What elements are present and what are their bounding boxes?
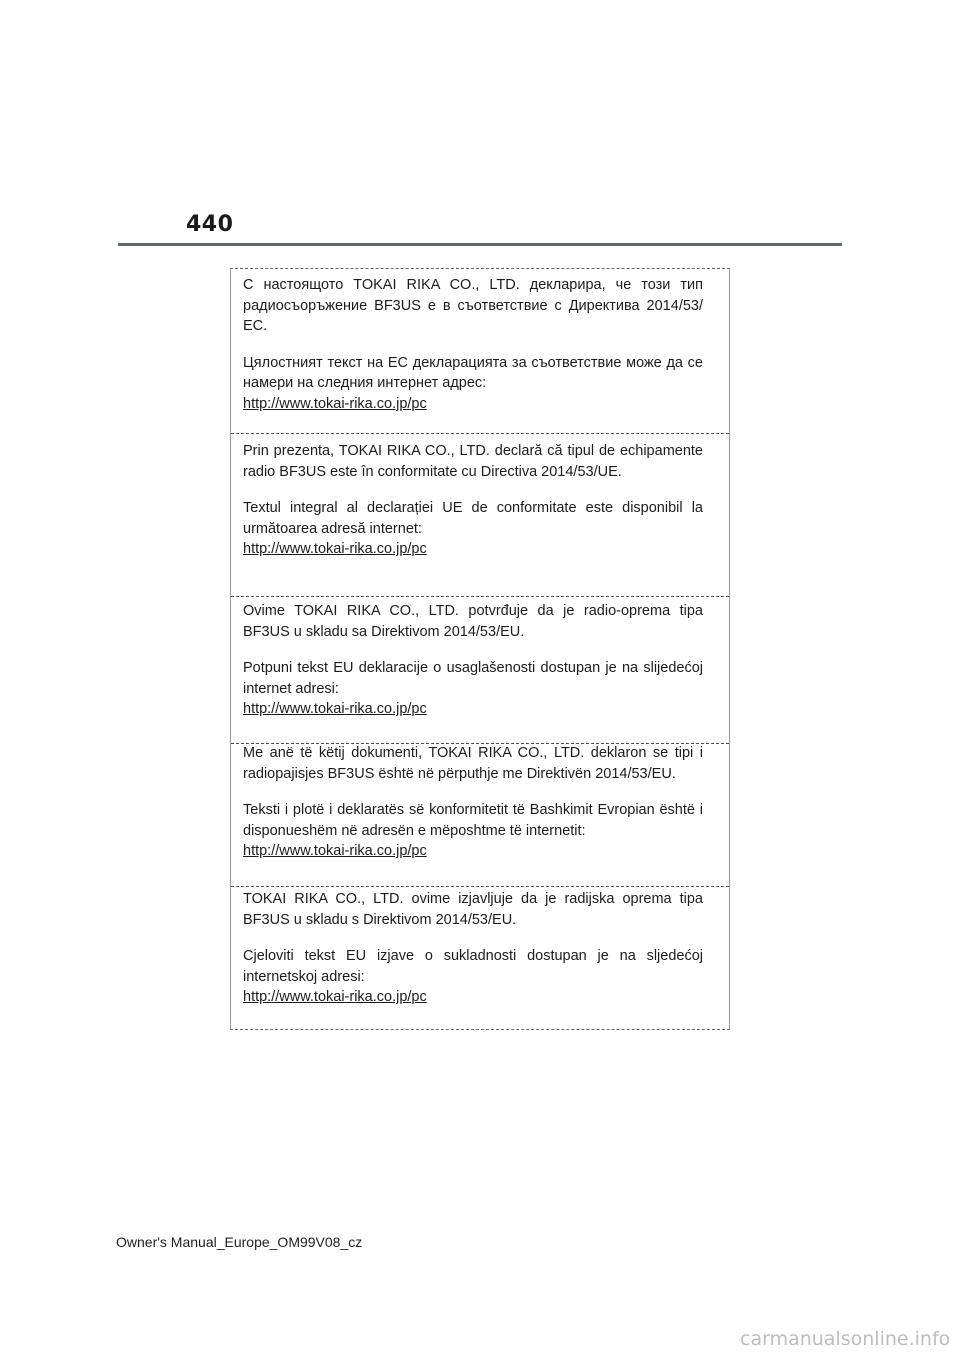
declaration-statement: С настоящото TOKAI RIKA CO., LTD. декларира, че този тип радиосъоръжение BF3US е в съответствие с Директива 2014/53/ЕС. [243,277,703,334]
declaration-serbian [231,601,729,720]
declaration-availability: Cjeloviti tekst EU izjave o sukladnosti dostupan je na sljedećoj internetskoj adresi: [243,948,703,985]
declaration-availability: Цялостният текст на ЕС декларацията за съответствие може да се намери на следния интернет адрес: [243,354,703,391]
declaration-statement: Ovime TOKAI RIKA CO., LTD. potvrđuje da je radio-oprema tipa BF3US u skladu sa Direktivom 2014/53/EU. [243,603,703,640]
declaration-statement: Me anë të këtij dokumenti, TOKAI RIKA CO., LTD. deklaron se tipi i radiopajisjes BF3US është në përputhje me Direktivën 2014/53/EU. [243,745,703,782]
declaration-albanian [231,743,729,862]
declaration-croatian [231,889,729,1008]
declaration-statement: TOKAI RIKA CO., LTD. ovime izjavljuje da je radijska oprema tipa BF3US u skladu s Direktivom 2014/53/EU. [243,891,703,928]
footer-manual-id: Owner's Manual_Europe_OM99V08_cz [116,1234,363,1250]
watermark: carmanualsonline.info [740,1328,951,1350]
header-rule [118,243,842,246]
declaration-bulgarian [231,275,729,414]
declaration-link[interactable]: http://www.tokai-rika.co.jp/pc [243,541,427,557]
declaration-romanian [231,441,729,560]
declaration-availability: Potpuni tekst EU deklaracije o usaglašenosti dostupan je na slijedećoj internet adresi: [243,660,703,697]
declaration-statement: Prin prezenta, TOKAI RIKA CO., LTD. declară că tipul de echipamente radio BF3US este în conformitate cu Directiva 2014/53/UE. [243,443,703,480]
declaration-availability: Textul integral al declarației UE de conformitate este disponibil la următoarea adresă internet: [243,500,703,537]
page-number: 440 [186,212,234,237]
section-divider [231,596,729,597]
section-divider [231,433,729,434]
declaration-availability: Teksti i plotë i deklaratës së konformitetit të Bashkimit Evropian është i disponueshëm në adresën e mëposhtme të internetit: [243,802,703,839]
section-divider [231,886,729,887]
declaration-link[interactable]: http://www.tokai-rika.co.jp/pc [243,395,427,412]
declaration-box [230,268,730,1030]
declaration-link[interactable]: http://www.tokai-rika.co.jp/pc [243,843,427,859]
declaration-link[interactable]: http://www.tokai-rika.co.jp/pc [243,989,427,1005]
declaration-link[interactable]: http://www.tokai-rika.co.jp/pc [243,701,427,717]
